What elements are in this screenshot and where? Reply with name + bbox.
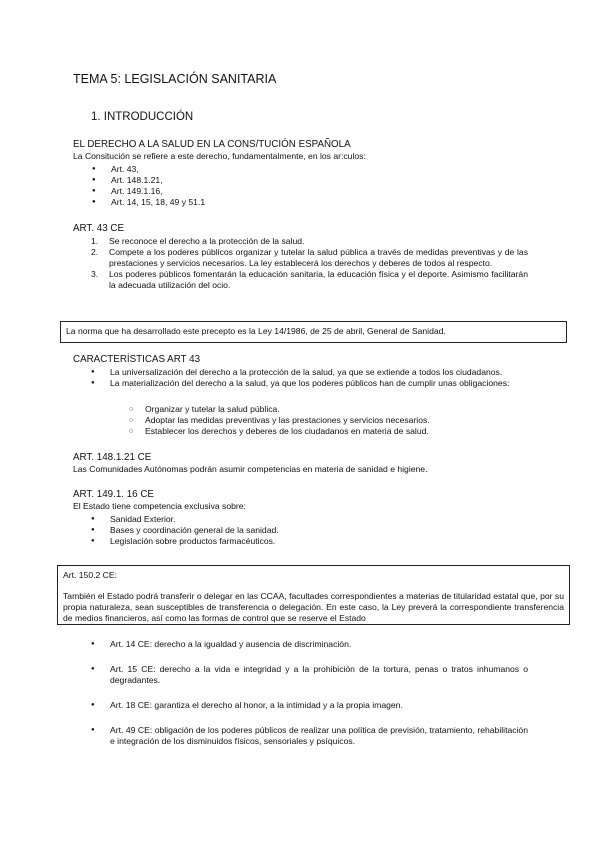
list-item: ○ Establecer los derechos y deberes de los ciudadanos en materia de salud. bbox=[145, 426, 430, 437]
list-item: ● Art. 14, 15, 18, 49 y 51.1 bbox=[111, 197, 205, 208]
derecho-list bbox=[111, 164, 205, 208]
intro-heading: 1. INTRODUCCIÓN bbox=[91, 111, 194, 123]
list-item bbox=[91, 247, 528, 269]
derecho-heading: EL DERECHO A LA SALUD EN LA CONS/TUCIÓN ESPAÑOLA bbox=[73, 139, 351, 150]
list-item: ● Art. 43, bbox=[111, 164, 205, 175]
list-item: ● Art. 148.1.21, bbox=[111, 175, 205, 186]
art149-list bbox=[110, 514, 279, 547]
list-item: ○ Adoptar las medidas preventivas y las prestaciones y servicios necesarios. bbox=[145, 415, 430, 426]
otros-list bbox=[110, 639, 528, 761]
caracteristicas-sublist bbox=[145, 404, 430, 437]
caracteristicas-list bbox=[110, 367, 528, 389]
art150-heading: Art. 150.2 CE: bbox=[63, 570, 117, 580]
list-item: ● Art. 149.1.16, bbox=[111, 186, 205, 197]
item-number: 1. bbox=[91, 236, 99, 246]
page-title: TEMA 5: LEGISLACIÓN SANITARIA bbox=[73, 72, 277, 86]
list-item: ● Art. 18 CE: garantiza el derecho al honor, a la intimidad y a la propia imagen. bbox=[110, 700, 528, 711]
item-text: Se reconoce el derecho a la protección de la salud. bbox=[109, 236, 305, 246]
item-text: Los poderes públicos fomentarán la educación sanitaria, la educación física y el deporte. Asimismo facilitarán la adecuada utilización del ocio. bbox=[109, 269, 528, 290]
caracteristicas-heading: CARACTERÍSTICAS ART 43 bbox=[73, 354, 201, 365]
item-number: 3. bbox=[91, 269, 99, 279]
item-number: 2. bbox=[91, 247, 99, 257]
art150-box bbox=[57, 565, 570, 625]
list-item: ● Legislación sobre productos farmacéuticos. bbox=[110, 536, 279, 547]
list-item bbox=[91, 269, 528, 291]
list-item: ● La universalización del derecho a la protección de la salud, ya que se extiende a todos los ciudadanos. bbox=[110, 367, 528, 378]
art149-text: El Estado tiene competencia exclusiva sobre: bbox=[73, 501, 246, 511]
note-text: La norma que ha desarrollado este precepto es la Ley 14/1986, de 25 de abril, General de Sanidad. bbox=[66, 326, 446, 336]
list-item: ● La materialización del derecho a la salud, ya que los poderes públicos han de cumplir unas obligaciones: bbox=[110, 378, 528, 389]
list-item: ● Bases y coordinación general de la sanidad. bbox=[110, 525, 279, 536]
art43-list bbox=[91, 236, 528, 291]
note-box bbox=[60, 321, 567, 343]
list-item: ● Art. 15 CE: derecho a la vida e integridad y a la prohibición de la tortura, penas o tratos inhumanos o degradantes. bbox=[110, 664, 528, 686]
item-text: Compete a los poderes públicos organizar y tutelar la salud pública a través de medidas preventivas y de las prestaciones y servicios necesarios. La ley establecerá los derechos y deberes de todos al respecto. bbox=[109, 247, 528, 268]
art43-heading: ART. 43 CE bbox=[73, 223, 125, 234]
art150-text: También el Estado podrá transferir o delegar en las CCAA, facultades correspondientes a materias de titularidad estatal que, por su propia naturaleza, sean susceptibles de transferencia o delegación. En este caso, la Ley preverá la correspondiente transferencia de medios financieros, así como las formas de control que se reserve el Estado bbox=[63, 591, 564, 623]
list-item: ● Art. 49 CE: obligación de los poderes públicos de realizar una política de previsión, tratamiento, rehabilitación e integración de los disminuidos físicos, sensoriales y psíquicos. bbox=[110, 725, 528, 747]
art148-text: Las Comunidades Autónomas podrán asumir competencias en materia de sanidad e higiene. bbox=[73, 464, 428, 474]
art148-heading: ART. 148.1.21 CE bbox=[73, 452, 152, 463]
list-item bbox=[91, 236, 528, 247]
list-item: ● Sanidad Exterior. bbox=[110, 514, 279, 525]
list-item: ● Art. 14 CE: derecho a la igualdad y ausencia de discriminación. bbox=[110, 639, 528, 650]
derecho-text: La Consitución se refiere a este derecho, fundamentalmente, en los ar:culos: bbox=[73, 151, 366, 161]
art149-heading: ART. 149.1. 16 CE bbox=[73, 489, 154, 500]
list-item: ○ Organizar y tutelar la salud pública. bbox=[145, 404, 430, 415]
